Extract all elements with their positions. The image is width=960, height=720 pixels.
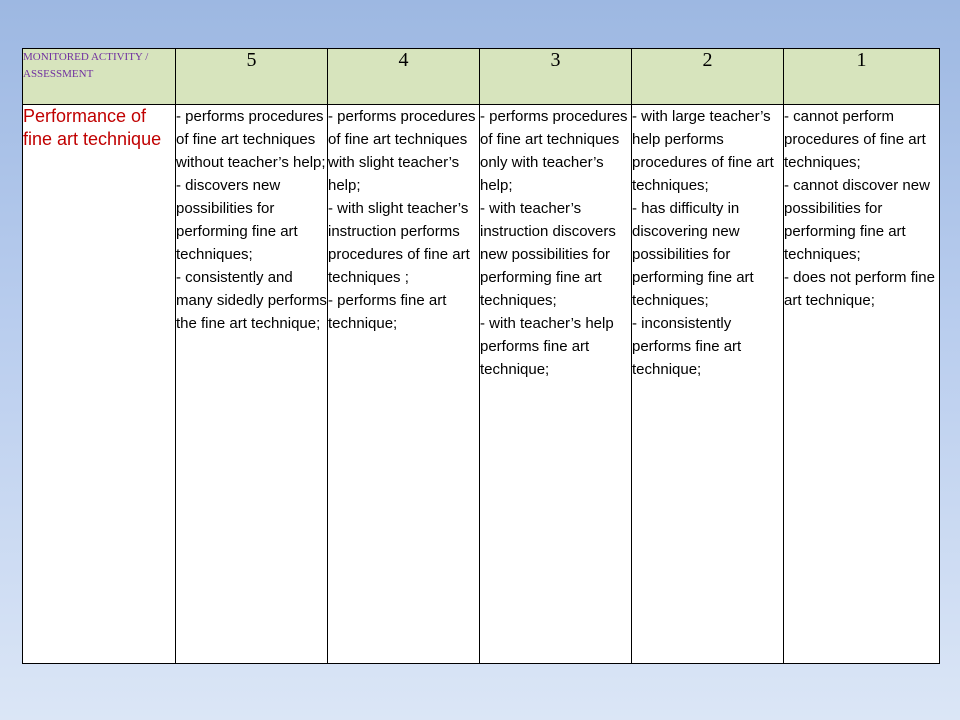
row-label-activity: Performance of fine art technique [23, 105, 176, 664]
criteria-cell-score-5 [176, 105, 328, 664]
criteria-cell-score-2 [632, 105, 784, 664]
header-row [23, 49, 940, 105]
criterion: - does not perform fine art technique; [784, 269, 935, 309]
header-score-3: 3 [480, 49, 632, 105]
criterion: - inconsistently performs fine art technique; [632, 315, 742, 378]
criterion: - cannot perform procedures of fine art techniques; [784, 108, 926, 171]
table-row [23, 105, 940, 664]
criterion: - performs procedures of fine art techniques without teacher’s help; [176, 108, 326, 171]
header-score-1: 1 [784, 49, 940, 105]
criterion: - performs fine art technique; [328, 292, 447, 332]
criteria-cell-score-1 [784, 105, 940, 664]
criterion: - performs procedures of fine art techniques with slight teacher’s help; [328, 108, 476, 194]
criterion: - has difficulty in discovering new possibilities for performing fine art techniques; [632, 200, 754, 309]
header-score-4: 4 [328, 49, 480, 105]
assessment-rubric-table [22, 48, 940, 664]
criterion: - consistently and many sidedly performs the fine art technique; [176, 269, 327, 332]
criterion: - cannot discover new possibilities for performing fine art techniques; [784, 177, 930, 263]
criterion: - with slight teacher’s instruction performs procedures of fine art techniques ; [328, 200, 470, 286]
header-monitored-activity: MONITORED ACTIVITY / ASSESSMENT [23, 49, 176, 105]
criterion: - with teacher’s help performs fine art technique; [480, 315, 614, 378]
header-score-2: 2 [632, 49, 784, 105]
criterion: - discovers new possibilities for performing fine art techniques; [176, 177, 298, 263]
header-score-5: 5 [176, 49, 328, 105]
criterion: - with teacher’s instruction discovers new possibilities for performing fine art techniques; [480, 200, 616, 309]
criterion: - performs procedures of fine art techniques only with teacher’s help; [480, 108, 628, 194]
criterion: - with large teacher’s help performs procedures of fine art techniques; [632, 108, 774, 194]
criteria-cell-score-3 [480, 105, 632, 664]
criteria-cell-score-4 [328, 105, 480, 664]
slide [22, 48, 939, 664]
